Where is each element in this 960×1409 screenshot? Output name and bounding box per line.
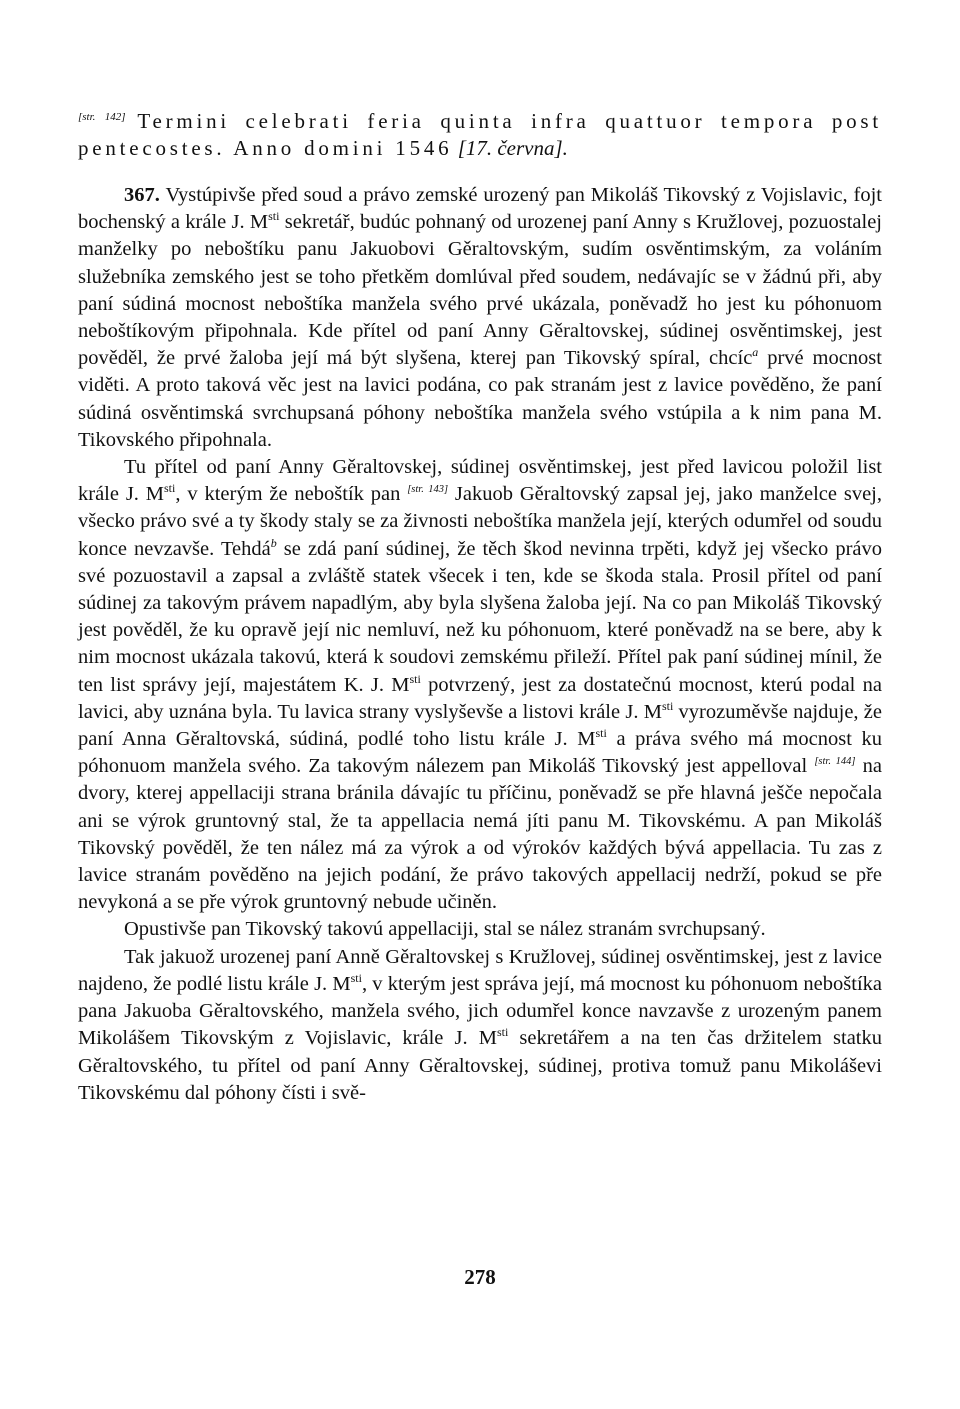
- abbreviation-superscript: sti: [661, 699, 674, 714]
- record-paragraph: [78, 944, 882, 1107]
- record-paragraph: [78, 454, 882, 916]
- abbreviation-superscript: sti: [164, 481, 176, 496]
- page-folio-marker: [str. 142]: [78, 111, 126, 123]
- text-run: , v kterým že neboštík pan: [175, 483, 408, 506]
- footnote-marker: b: [270, 535, 277, 550]
- text-run: prvé mocnost viděti. A proto taková věc jest na lavici podána, co pak stranám jest z lavice pověděno, že paní súdiná osvěntimská svrchupsaná póhony neboštíka manžela svého vstúpila a k nim pana M. Tikovského připohnala.: [78, 347, 882, 451]
- text-run: Tak jakuož urozenej paní Anně Gěraltovskej s Kružlovej, súdinej osvěntimskej, jest z lavice najdeno, že podlé listu krále J. M: [78, 945, 882, 995]
- section-number: 367.: [124, 184, 160, 206]
- session-date: [17. června].: [457, 136, 568, 160]
- text-run: se zdá paní súdinej, že těch škod nevinna trpěti, když jej všecko právo své pozuostavil a zapsal a zvláště statek všecek i ten, kde se škoda stala. Prosil přítel od paní súdinej za takovým právem napadlým, aby byla slyšena žaloba její. Na co pan Mikoláš Tikovský jest pověděl, že ku opravě její nic nemluví, než ku póhonuom, které poněvadž na se bere, aby k nim mocnost ukázala takovú, která k soudovi zemskému přileží. Přítel pak paní súdinej mínil, že ten list správy její, majestátem K. J. M: [78, 537, 882, 696]
- text-run: a práva svého má mocnost ku póhonuom manžela svého. Za takovým nálezem pan Mikoláš Tikovský jest appelloval: [78, 728, 882, 778]
- page-folio-marker: [str. 144]: [814, 756, 856, 768]
- text-run: na dvory, kterej appellaciji strana bránila dávajíc tu příčinu, poněvadž se pře hlavná ješče nepočala ani se výrok gruntovný stal, že ta appellacia nemá jíti panu M. Tikovskému. A pan Mikoláš Tikovský pověděl, že ten nález má za výrok a od výrokóv každých bývá appellacia. Tu zas z lavice stranám pověděno na jejich podání, že právo takových appellacij nedrží, pokud se pře nevykoná a se pře výrok gruntovný nebude učiněn.: [78, 755, 882, 914]
- abbreviation-superscript: sti: [268, 209, 280, 224]
- page-number: 278: [464, 1265, 496, 1289]
- abbreviation-superscript: sti: [595, 726, 607, 741]
- record-paragraph: [78, 916, 882, 943]
- text-run: vyrozuměvše najduje, že paní Anna Gěraltovská, súdiná, podlé toho listu krále J. M: [78, 700, 882, 751]
- session-heading-text: Termini celebrati feria quinta infra quattuor tempora post pentecostes. Anno domini 1546: [78, 109, 883, 160]
- text-run: Opustivše pan Tikovský takovú appellaciji, stal se nález stranám svrchupsaný.: [124, 918, 766, 941]
- page-folio-marker: [str. 143]: [407, 484, 449, 496]
- record-paragraph: [78, 182, 882, 454]
- text-run: sekretářem a na ten čas držitelem statku Gěraltovského, tu přítel od paní Anny Gěraltovskej, súdinej, protiva tomuž panu Mikoláševi Tikovskému dal póhony čísti i svě-: [78, 1027, 882, 1104]
- text-run: , v kterým jest správa její, má mocnost ku póhonuom neboštíka pana Jakuoba Gěraltovského, manžela svého, jich odumřel konce navzavše z urozeným panem Mikolášem Tikovským z Vojislavic, krále J. M: [78, 972, 882, 1050]
- footnote-marker: a: [752, 345, 759, 360]
- document-page: [78, 108, 882, 1107]
- text-run: Jakuob Gěraltovský zapsal jej, jako manželce svej, všecko právo své a ty škody staly se za živnosti neboštíka manžela její, kterých odumřel od soudu konce nevzavše. Tehdá: [78, 483, 882, 560]
- text-run: Tu přítel od paní Anny Gěraltovskej, súdinej osvěntimskej, jest před lavicou položil list krále J. M: [78, 456, 882, 506]
- abbreviation-superscript: sti: [350, 971, 362, 986]
- abbreviation-superscript: sti: [496, 1025, 509, 1040]
- text-run: sekretář, budúc pohnaný od urozenej paní Anny s Kružlovej, pozuostalej manželky po neboštíku panu Jakuobovi Gěraltovským, sudím osvěntimským, za voláním služebníka zemského jest se toho přetkěm domlúval před soudem, nedávajíc se v žádnú při, aby paní súdiná mocnost neboštíka manžela svého prvé ukázala, poněvadž ho jest ku póhonuom neboštíkovým připohnala. Kde přítel od paní Anny Gěraltovskej, súdinej osvěntimskej, jest pověděl, že prvé žaloba její má být slyšena, kterej pan Tikovský spíral, chcíc: [78, 211, 882, 370]
- abbreviation-superscript: sti: [409, 671, 421, 686]
- text-run: potvrzený, jest za dostatečnú mocnost, kterú podal na lavici, aby uznána byla. Tu lavica strany vyslyševše a listovi krále J. M: [78, 673, 882, 723]
- text-run: Vystúpivše před soud a právo zemské urozený pan Mikoláš Tikovský z Vojislavic, fojt bochenský a krále J. M: [78, 184, 882, 234]
- session-heading: [78, 108, 882, 162]
- record-body: [78, 182, 882, 1107]
